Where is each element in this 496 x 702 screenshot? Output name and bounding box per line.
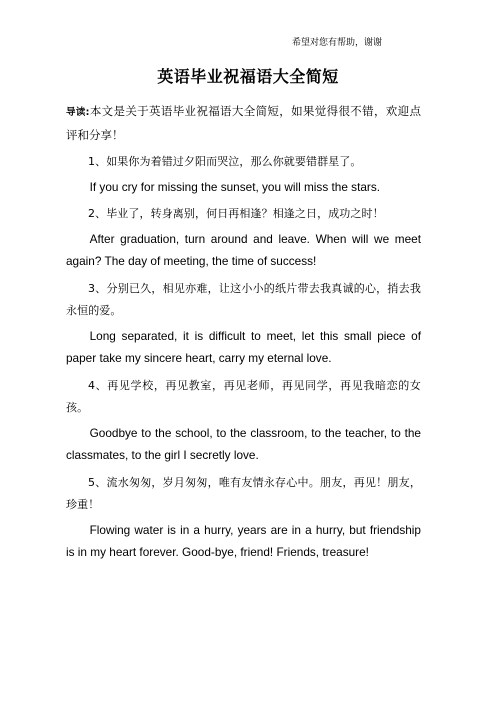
intro-paragraph bbox=[66, 100, 421, 146]
intro-text: 本文是关于英语毕业祝福语大全简短，如果觉得很不错，欢迎点评和分享！ bbox=[66, 104, 421, 142]
paragraph-en-3: Long separated, it is difficult to meet, let this small piece of paper take my sincere heart, carry my eternal love. bbox=[66, 328, 421, 365]
paragraph-en-2: After graduation, turn around and leave. When will we meet again? The day of meeting, the time of success! bbox=[66, 231, 421, 268]
paragraph-en-1: If you cry for missing the sunset, you will miss the stars. bbox=[89, 179, 381, 194]
page-title: 英语毕业祝福语大全简短 bbox=[157, 67, 339, 86]
intro-lead: 导读: bbox=[66, 107, 90, 118]
paragraph-zh-1: 1、如果你为着错过夕阳而哭泣，那么你就要错群星了。 bbox=[88, 155, 362, 168]
paragraph-zh-2: 2、毕业了，转身离别，何日再相逢？相逢之日，成功之时！ bbox=[88, 207, 384, 220]
paragraph-zh-4: 4、再见学校，再见教室，再见老师，再见同学，再见我暗恋的女孩。 bbox=[66, 378, 421, 414]
paragraph-en-4: Goodbye to the school, to the classroom, to the teacher, to the classmates, to the girl I secretly love. bbox=[66, 425, 421, 462]
paragraph-zh-5: 5、流水匆匆，岁月匆匆，唯有友情永存心中。朋友，再见！朋友，珍重！ bbox=[66, 475, 421, 511]
document-body bbox=[66, 100, 421, 569]
header-note: 希望对您有帮助，谢谢 bbox=[292, 38, 383, 48]
paragraph-en-5: Flowing water is in a hurry, years are in a hurry, but friendship is in my heart forever. Good-bye, friend! Friends, treasure! bbox=[66, 522, 421, 559]
paragraph-zh-3: 3、分别已久，相见亦难，让这小小的纸片带去我真诚的心，捎去我永恒的爱。 bbox=[66, 281, 421, 317]
